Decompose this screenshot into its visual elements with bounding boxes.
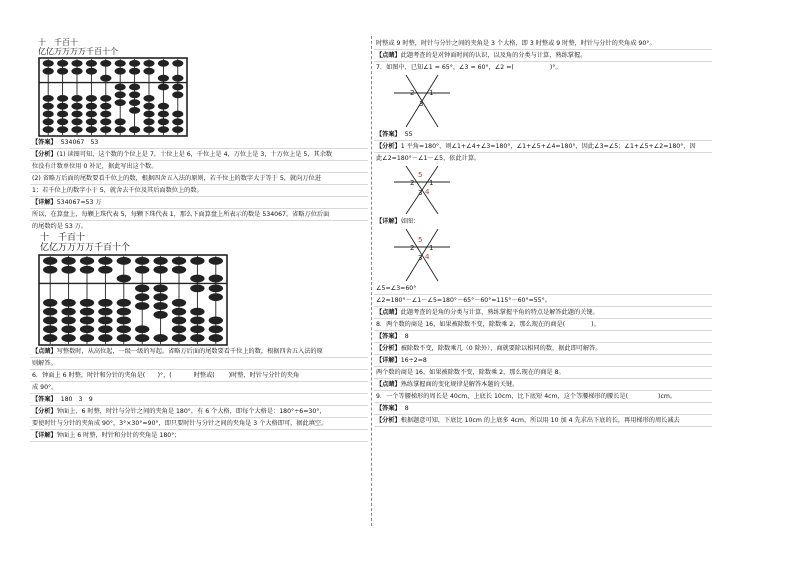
detail-text: 534067≈53 万 [56,199,102,206]
abacus-1 [38,57,188,137]
abacus2-place-row1: 十 千百十 [40,233,86,243]
question-text: 7．如图中，已知∠1 = 65°，∠3 = 60°，∠2 =( [376,64,514,71]
question-6-line [30,382,368,394]
fig2-label-1: 1 [429,179,434,187]
answer-line [30,137,368,149]
question-8-line [374,319,712,331]
point-text: 熟练掌握商的变化规律是解答本题的关键。 [400,381,519,388]
analysis-line [30,149,368,161]
detail-line [374,355,712,367]
detail-label: 【详解】 [32,199,57,206]
point-text: 此题考查的是对钟面时间的认识，以及角的分类与计算，熟练掌握。 [400,52,587,59]
analysis-label: 【分析】 [376,345,401,352]
point-line [374,307,712,319]
point-label: 【点睛】 [376,381,401,388]
point-line [374,50,712,62]
angle-figure-1 [392,73,452,129]
fig1-label-3: 3 [419,100,424,108]
fig2-label-2: 2 [410,179,415,187]
angle-figure-3 [392,227,452,283]
analysis-text: (2) 省略万后面的尾数要看千位上的数，根据四舍五入法的原则，若千位上的数字大于等于 5，就向万位进 [32,175,321,182]
answer-line [374,331,712,343]
abacus-2 [38,254,228,346]
analysis-text: 钟面上，6 时整，时针与分针之间的夹角是 180°，有 6 个大格，即每个大格是：180°÷6=30°， [56,408,326,415]
continued-line [374,38,712,50]
left-column [30,38,368,442]
question-text: 6．钟面上 6 时整，时针和分针的夹角是( )°，( [32,372,172,379]
analysis-label: 【分析】 [32,151,57,158]
answer-value: 8 [404,405,409,412]
equation-text: ∠5=∠3=60° [376,285,417,292]
detail-label: 【详解】 [32,432,57,439]
question-text: )°。 [549,64,562,71]
analysis-label: 【分析】 [376,143,401,150]
analysis-line [374,343,712,355]
question-text: 时整或( [193,372,215,379]
analysis-line [30,161,368,173]
analysis-line [30,173,368,185]
detail-label: 【详解】 [376,218,401,225]
question-6-line [30,370,368,382]
answer-line [374,403,712,415]
answer-line [30,394,368,406]
analysis-text: 1 平角=180°，则∠1+∠4+∠3=180°，∠1+∠5+∠4=180°，因此∠3=∠5；∠1+∠5+∠2=180°，因 [400,143,696,150]
equation-line [374,295,712,307]
analysis-line [374,141,712,153]
angle-figure-2 [392,164,452,216]
abacus2-place-row2: 亿亿万万万万千百十个 [40,243,131,253]
detail-line [30,209,368,221]
question-9-line [374,391,712,403]
equation-line [374,283,712,295]
detail-line [30,197,368,209]
question-text: 8．两个数的商是 16，如果被除数不变，除数乘 2，那么现在的商是( [376,321,566,328]
fig3-label-5: 5 [418,236,423,244]
question-text: 9．一个等腰梯形的周长是 40cm，上底长 10cm，比下底短 4cm，这个等腰梯形的腰长是( [376,393,629,400]
detail-line [30,430,368,442]
answer-label: 【答案】 [376,131,401,138]
point-label: 【点睛】 [376,309,401,316]
detail-text: 的尾数约是 53 万。 [32,223,88,230]
detail-line [30,221,368,232]
analysis-label: 【分析】 [376,417,401,424]
detail-label: 【详解】 [376,357,401,364]
fig2-label-3: 3 [418,189,423,197]
point-text: 写整数时，从高位起，一级一级的写起。省略万后面的尾数要看千位上的数，根据四舍五入法的原 [56,348,323,355]
analysis-text: 此∠2=180°－∠1－∠5，依此计算。 [376,155,481,162]
continued-text: 时整或 9 时整，时针与分针之间的夹角是 3 个大格，即 3 时整或 9 时整，时针与分针的夹角成 90°。 [376,40,656,47]
analysis-text: 1；若千位上的数字小于 5，就舍去千位及其后面数位上的数。 [32,187,203,194]
detail-text: 如图： [400,218,420,225]
question-text: )。 [591,321,600,328]
analysis-line [30,418,368,430]
analysis-text: 要使时针与分针的夹角成 90°，3°×30°=90°，即只要时针与分针之间的夹角是 3 个大格即可，据此填空。 [32,420,328,427]
analysis-line [30,406,368,418]
point-text: 此题考查的是角的分类与计算，熟练掌握平角的特点是解答此题的关键。 [400,309,599,316]
point-label: 【点睛】 [376,52,401,59]
detail-text: 两个数的商是 16，如果被除数不变，除数乘 2，那么现在的商是 8。 [376,369,565,376]
column-divider [371,36,372,526]
point-text: 则解答。 [32,360,57,367]
fig1-label-2: 2 [410,89,415,97]
abacus1-place-row1: 十 千百十 [38,38,78,47]
point-line [30,358,368,370]
analysis-label: 【分析】 [32,408,57,415]
analysis-text: 被除数不变，除数乘几（0 除外），商就要除以相同的数，据此即可解答。 [400,345,602,352]
fig2-label-5: 5 [418,171,423,179]
question-text: 成 90°。 [32,384,58,391]
answer-value: 180 3 9 [60,396,93,403]
analysis-text: 根据题意可知，下底比 10cm 的上底多 4cm，所以用 10 加 4 先求出下底的长，再用梯形的周长减去 [400,417,680,424]
analysis-line [30,185,368,197]
detail-text: 16÷2=8 [400,357,427,364]
point-line [30,346,368,358]
detail-line [374,216,712,227]
abacus1-place-row2: 亿亿万万万万千百十个 [38,47,118,56]
point-label: 【点睛】 [32,348,57,355]
fig3-label-4: 4 [425,253,430,261]
detail-text: 所以，在算盘上，每颗上珠代表 5，每颗下珠代表 1，那么下面算盘上所表示的数是 534067，省略万位后面 [32,211,330,218]
answer-line [374,129,712,141]
equation-text: ∠2=180°－∠1－∠5=180°－65°－60°=115°－60°=55°。 [376,297,551,304]
fig1-label-1: 1 [429,89,434,97]
answer-value: 8 [404,333,409,340]
analysis-line [374,415,712,427]
fig3-label-1: 1 [429,244,434,252]
question-text: )cm。 [658,393,677,400]
fig2-label-4: 4 [425,188,430,196]
answer-label: 【答案】 [376,333,401,340]
fig3-label-3: 3 [418,254,423,262]
answer-value: 534067 53 [60,139,99,146]
answer-value: 55 [404,131,413,138]
answer-label: 【答案】 [32,396,57,403]
question-text: )时整，时针与分针的夹角 [228,372,300,379]
answer-label: 【答案】 [376,405,401,412]
right-column [374,38,712,427]
detail-line [374,367,712,379]
fig3-label-2: 2 [410,244,415,252]
answer-label: 【答案】 [32,139,57,146]
point-line [374,379,712,391]
analysis-line [374,153,712,164]
analysis-text: (1) 读图可知，这个数的个位上是 7，十位上是 6，千位上是 4，万位上是 3，十万位上是 5，其余数 [56,151,333,158]
analysis-text: 位没有计数单位用 0 补足，据此写出这个数。 [32,163,158,170]
detail-text: 钟面上 6 时整，时针和分针的夹角是 180°； [56,432,181,439]
question-7-line [374,62,712,73]
